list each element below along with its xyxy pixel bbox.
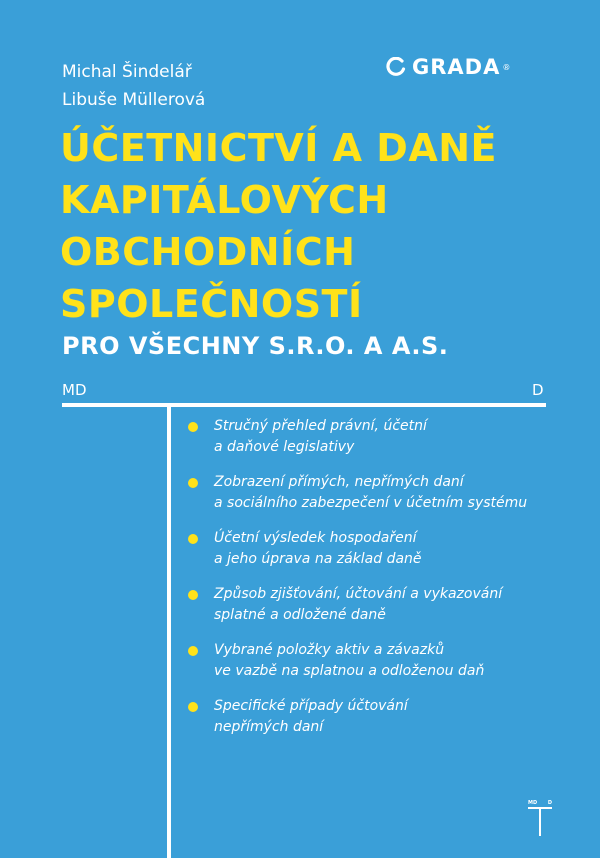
title-line: SPOLEČNOSTÍ bbox=[60, 282, 363, 326]
t-account-right-label: D bbox=[532, 381, 544, 399]
feature-text: nepřímých daní bbox=[214, 719, 324, 735]
list-item bbox=[188, 416, 527, 458]
feature-text: splatné a odložené daně bbox=[214, 607, 386, 623]
bullet-icon bbox=[188, 422, 198, 432]
title-line: ÚČETNICTVÍ A DANĚ bbox=[60, 126, 498, 170]
t-account-vertical-line bbox=[167, 403, 171, 858]
feature-text: Vybrané položky aktiv a závazků bbox=[214, 642, 445, 658]
author-name: Libuše Müllerová bbox=[62, 90, 206, 110]
book-title bbox=[60, 122, 497, 330]
feature-text: Způsob zjišťování, účtování a vykazování bbox=[214, 586, 503, 602]
feature-text: Zobrazení přímých, nepřímých daní bbox=[214, 474, 464, 490]
feature-text: a jeho úprava na základ daně bbox=[214, 551, 422, 567]
feature-text: Stručný přehled právní, účetní bbox=[214, 418, 427, 434]
bullet-icon bbox=[188, 702, 198, 712]
grada-logo-icon bbox=[386, 57, 406, 77]
t-account-horizontal-line bbox=[62, 403, 546, 407]
feature-text: Specifické případy účtování bbox=[214, 698, 408, 714]
bullet-icon bbox=[188, 478, 198, 488]
list-item bbox=[188, 640, 527, 682]
t-account-emblem-icon bbox=[528, 800, 552, 836]
feature-text: a daňové legislativy bbox=[214, 439, 355, 455]
feature-list bbox=[188, 416, 527, 752]
list-item bbox=[188, 584, 527, 626]
list-item bbox=[188, 528, 527, 570]
authors bbox=[62, 58, 205, 114]
emblem-vertical-line bbox=[539, 807, 541, 836]
registered-mark: ® bbox=[502, 62, 511, 72]
emblem-left-label: MD bbox=[528, 800, 538, 806]
title-line: KAPITÁLOVÝCH bbox=[60, 178, 389, 222]
publisher-name: GRADA bbox=[412, 55, 501, 79]
author-name: Michal Šindelář bbox=[62, 62, 192, 82]
title-line: OBCHODNÍCH bbox=[60, 230, 356, 274]
t-account-left-label: MD bbox=[62, 381, 87, 399]
publisher-logo bbox=[386, 56, 510, 78]
bullet-icon bbox=[188, 646, 198, 656]
book-subtitle: PRO VŠECHNY S.R.O. A A.S. bbox=[62, 332, 449, 360]
list-item bbox=[188, 696, 527, 738]
feature-text: ve vazbě na splatnou a odloženou daň bbox=[214, 663, 485, 679]
bullet-icon bbox=[188, 534, 198, 544]
emblem-right-label: D bbox=[547, 800, 552, 806]
feature-text: a sociálního zabezpečení v účetním systému bbox=[214, 495, 528, 511]
list-item bbox=[188, 472, 527, 514]
bullet-icon bbox=[188, 590, 198, 600]
feature-text: Účetní výsledek hospodaření bbox=[214, 530, 417, 546]
